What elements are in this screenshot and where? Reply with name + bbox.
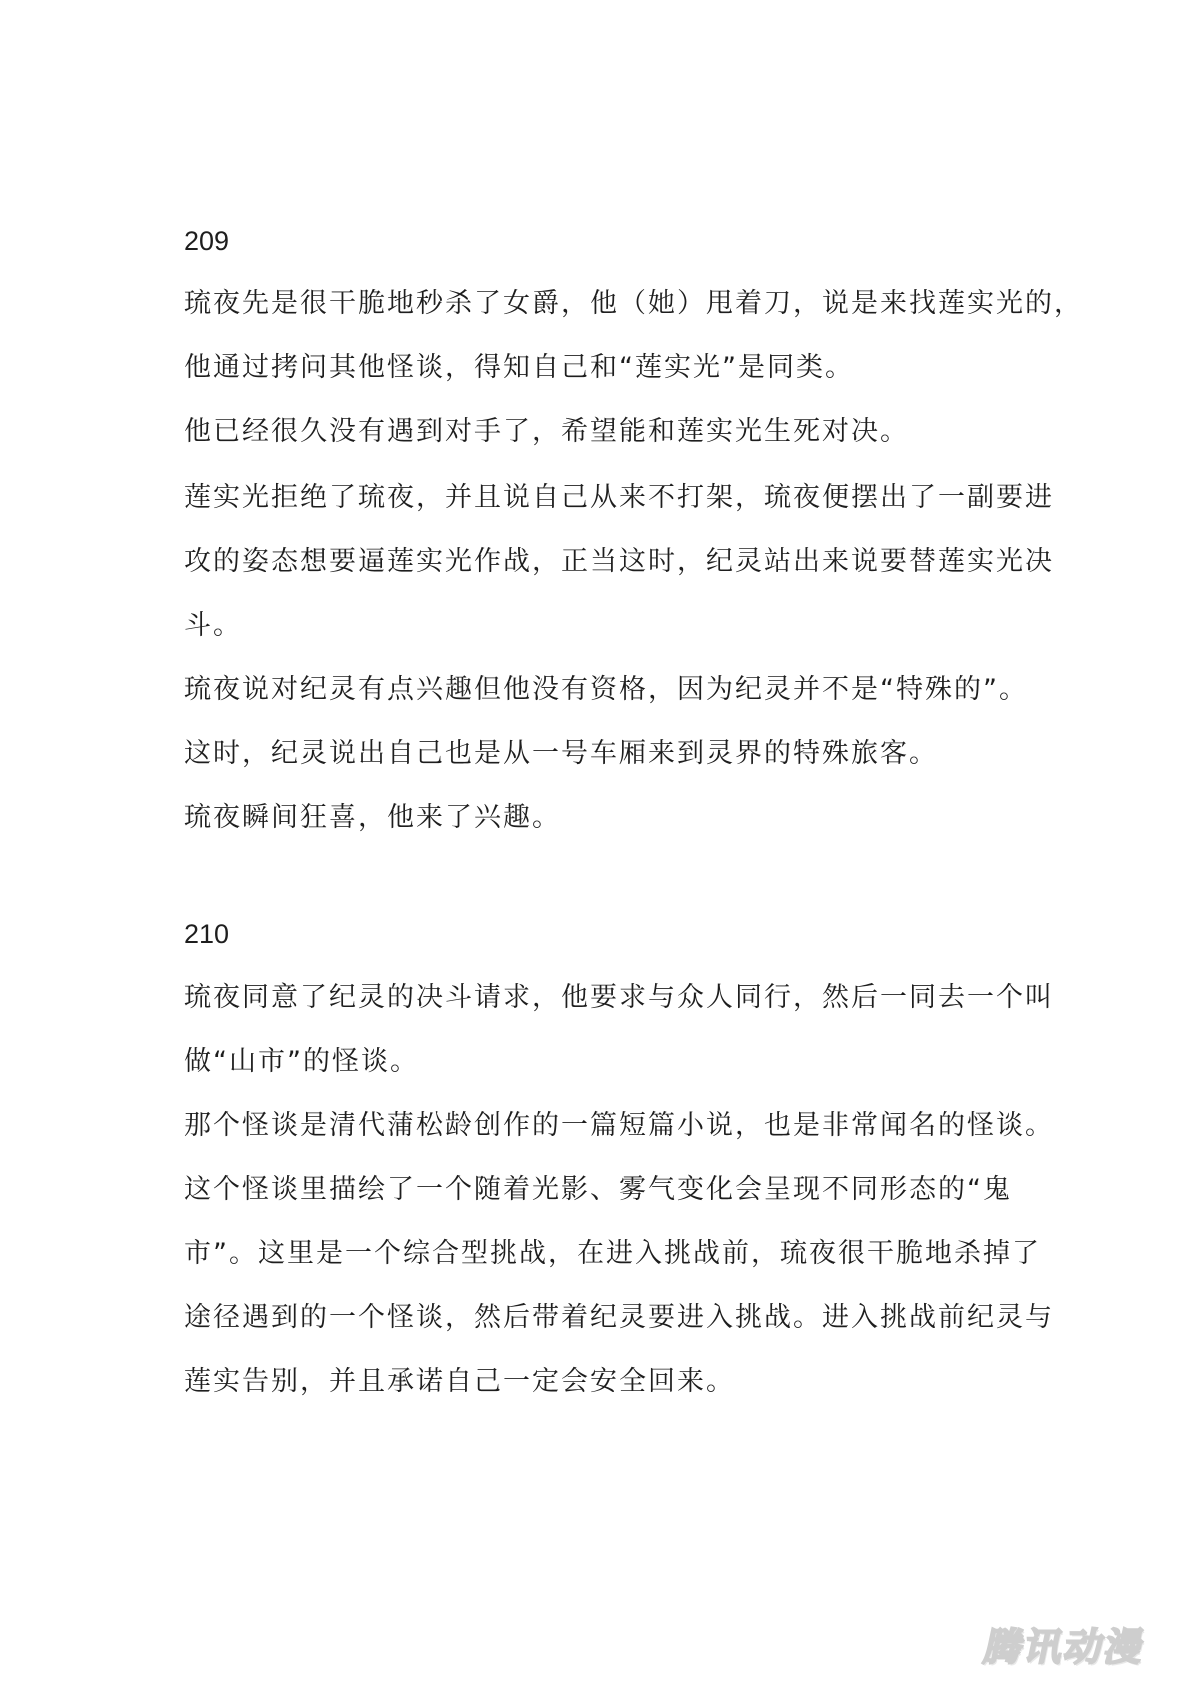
chapter-number-210: 210 [184,919,230,949]
chapter-number-209: 209 [184,226,230,256]
paragraph-line: 琉夜同意了纪灵的决斗请求，他要求与众人同行，然后一同去一个叫 [184,982,1054,1013]
paragraph-line: 这个怪谈里描绘了一个随着光影、雾气变化会呈现不同形态的“鬼 [184,1174,1012,1205]
watermark-logo: 腾讯动漫 [980,1625,1150,1669]
paragraph-line: 他通过拷问其他怪谈，得知自己和“莲实光”是同类。 [184,352,854,383]
paragraph-line: 攻的姿态想要逼莲实光作战，正当这时，纪灵站出来说要替莲实光决 [184,546,1054,577]
paragraph-line: 莲实光拒绝了琉夜，并且说自己从来不打架，琉夜便摆出了一副要进 [184,482,1054,513]
paragraph-line: 琉夜先是很干脆地秒杀了女爵，他（她）甩着刀，说是来找莲实光的， [184,288,1083,319]
paragraph-line: 这时，纪灵说出自己也是从一号车厢来到灵界的特殊旅客。 [184,738,938,769]
paragraph-line: 他已经很久没有遇到对手了，希望能和莲实光生死对决。 [184,416,909,447]
paragraph-line: 那个怪谈是清代蒲松龄创作的一篇短篇小说，也是非常闻名的怪谈。 [184,1110,1054,1141]
paragraph-line: 途径遇到的一个怪谈，然后带着纪灵要进入挑战。进入挑战前纪灵与 [184,1302,1054,1333]
paragraph-line: 市”。这里是一个综合型挑战，在进入挑战前，琉夜很干脆地杀掉了 [184,1238,1041,1269]
paragraph-line: 琉夜瞬间狂喜，他来了兴趣。 [184,802,561,833]
paragraph-line: 斗。 [184,610,242,641]
paragraph-line: 做“山市”的怪谈。 [184,1046,419,1077]
paragraph-line: 莲实告别，并且承诺自己一定会安全回来。 [184,1366,735,1397]
paragraph-line: 琉夜说对纪灵有点兴趣但他没有资格，因为纪灵并不是“特殊的”。 [184,674,1028,705]
